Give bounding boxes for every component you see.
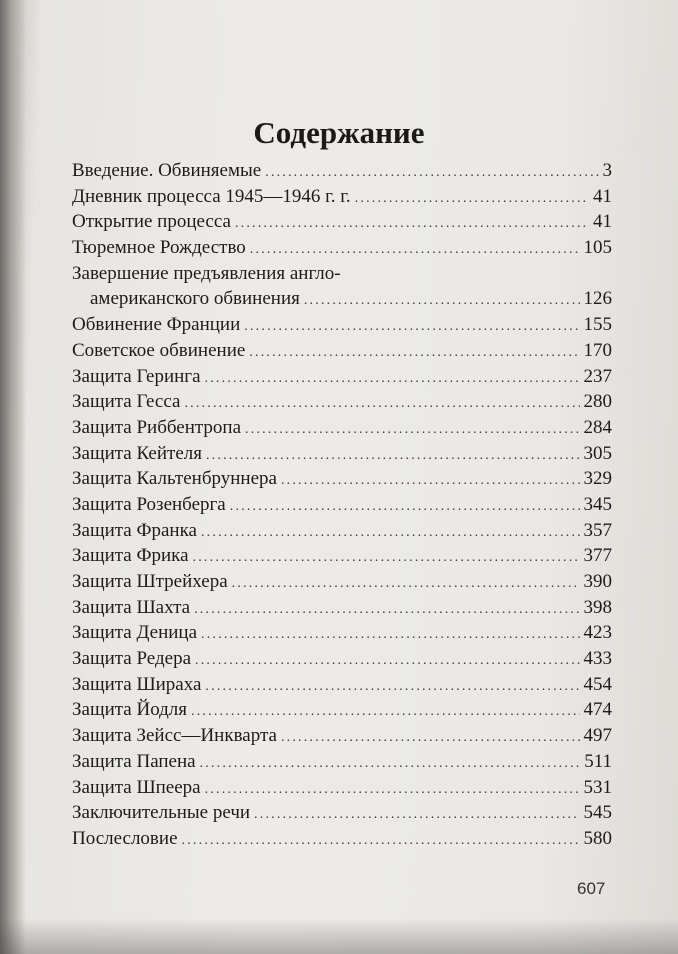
toc-entry-page: 580	[583, 827, 612, 849]
toc-entry-title: Защита Шпеера	[72, 776, 201, 798]
toc-entry-page: 126	[583, 288, 612, 310]
toc-entry	[72, 749, 612, 775]
toc-entry-title: Защита Шираха	[72, 673, 202, 695]
toc-entry	[72, 620, 612, 646]
dot-leader	[250, 237, 580, 263]
toc-entry-page: 357	[583, 519, 612, 541]
dot-leader	[304, 288, 580, 314]
toc-entry-title: Заключительные речи	[72, 802, 251, 824]
toc-entry-page: 105	[583, 237, 612, 259]
toc-entry-page: 390	[583, 571, 612, 593]
toc-entry	[72, 697, 612, 723]
toc-entry-page: 454	[583, 673, 612, 695]
dot-leader	[182, 828, 580, 854]
dot-leader	[232, 571, 580, 597]
toc-entry-page: 531	[583, 776, 612, 798]
toc-entry-page: 155	[583, 314, 612, 336]
toc-entry-page: 170	[583, 339, 612, 361]
toc-entry-title: Защита Деница	[72, 622, 198, 644]
toc-entry	[72, 312, 612, 338]
toc-entry-title: Тюремное Рождество	[72, 237, 246, 259]
toc-entry-title: Советское обвинение	[72, 339, 246, 361]
toc-entry-page: 3	[602, 160, 612, 181]
toc-entry-page: 329	[583, 468, 612, 490]
toc-entry-title: Защита Фрика	[72, 545, 189, 567]
toc-entry	[72, 595, 612, 621]
toc-entry-title: Защита Шахта	[72, 596, 191, 618]
toc-entry-title: Защита Штрейхера	[72, 571, 228, 593]
toc-entry-page: 41	[593, 211, 612, 233]
dot-leader	[245, 417, 579, 443]
dot-leader	[281, 725, 580, 751]
toc-entry-page: 345	[583, 493, 612, 515]
dot-leader	[230, 494, 580, 520]
toc-entry-title: Введение. Обвиняемые	[72, 160, 262, 181]
toc-entry	[72, 800, 612, 826]
toc-entry	[72, 826, 612, 852]
toc-entry-title: Открытие процесса	[72, 211, 231, 233]
toc-entry-page: 433	[583, 648, 612, 670]
toc-entry-title: Защита Риббентропа	[72, 416, 242, 438]
toc-entry-title: Защита Зейсс—Инкварта	[72, 725, 277, 747]
dot-leader	[249, 340, 579, 366]
toc-entry-title: Дневник процесса 1945—1946 г. г.	[72, 185, 351, 207]
toc-entry-page: 474	[583, 699, 612, 721]
toc-entry	[72, 235, 612, 261]
toc-entry	[72, 492, 612, 518]
toc-entry	[72, 518, 612, 544]
dot-leader	[244, 314, 579, 340]
toc-entry	[72, 569, 612, 595]
page-number: 607	[577, 879, 606, 898]
toc-entry-title-line1: Завершение предъявления англо-	[72, 262, 341, 284]
bottom-shadow	[0, 918, 678, 954]
toc-entry	[72, 441, 612, 467]
toc-entry-page: 511	[584, 750, 612, 772]
dot-leader	[206, 443, 580, 469]
toc-entry	[72, 723, 612, 749]
dot-leader	[265, 160, 598, 186]
toc-entry-title: Защита Папена	[72, 750, 196, 772]
toc-entry	[72, 775, 612, 801]
toc-entry-title: Защита Кейтеля	[72, 442, 202, 464]
dot-leader	[205, 777, 580, 803]
toc-entry-page: 305	[583, 442, 612, 464]
toc-entry	[72, 338, 612, 364]
toc-entry-page: 497	[583, 725, 612, 747]
toc-entry	[72, 209, 612, 235]
dot-leader	[205, 366, 580, 392]
dot-leader	[194, 597, 579, 623]
toc-entry-page: 41	[593, 185, 612, 207]
dot-leader	[193, 545, 580, 571]
dot-leader	[184, 391, 579, 417]
toc-entry	[72, 158, 612, 184]
toc-entry-title: Защита Йодля	[72, 699, 188, 721]
toc-entry-page: 284	[583, 416, 612, 438]
toc-entry-title: Защита Гесса	[72, 391, 181, 413]
dot-leader	[201, 622, 579, 648]
toc-entry-title: Обвинение Франции	[72, 314, 241, 336]
page-title: Содержание	[253, 114, 425, 150]
dot-leader	[254, 802, 579, 828]
dot-leader	[200, 751, 581, 777]
toc-entry-page: 237	[583, 365, 612, 387]
table-of-contents	[72, 158, 612, 852]
toc-entry-page: 377	[583, 545, 612, 567]
toc-entry	[72, 364, 612, 390]
toc-entry-page: 398	[583, 596, 612, 618]
toc-entry-title: Послесловие	[72, 827, 178, 849]
toc-entry	[72, 543, 612, 569]
toc-entry-page: 423	[583, 622, 612, 644]
toc-entry	[72, 415, 612, 441]
toc-entry	[72, 389, 612, 415]
toc-entry	[72, 646, 612, 672]
toc-entry-title: Защита Редера	[72, 648, 192, 670]
toc-entry-title: Защита Геринга	[72, 365, 201, 387]
dot-leader	[191, 699, 579, 725]
toc-entry-title: Защита Франка	[72, 519, 197, 541]
toc-entry	[72, 184, 612, 210]
toc-entry-page: 280	[583, 391, 612, 413]
dot-leader	[235, 211, 589, 237]
dot-leader	[205, 674, 579, 700]
toc-entry	[72, 466, 612, 492]
dot-leader	[195, 648, 579, 674]
dot-leader	[201, 520, 580, 546]
toc-entry-title: Защита Кальтенбруннера	[72, 468, 277, 490]
toc-entry	[72, 672, 612, 698]
toc-entry	[72, 261, 612, 312]
toc-entry-page: 545	[583, 802, 612, 824]
dot-leader	[355, 186, 589, 212]
toc-entry-title: Защита Розенберга	[72, 493, 226, 515]
dot-leader	[281, 468, 580, 494]
toc-entry-title: американского обвинения	[90, 288, 300, 310]
